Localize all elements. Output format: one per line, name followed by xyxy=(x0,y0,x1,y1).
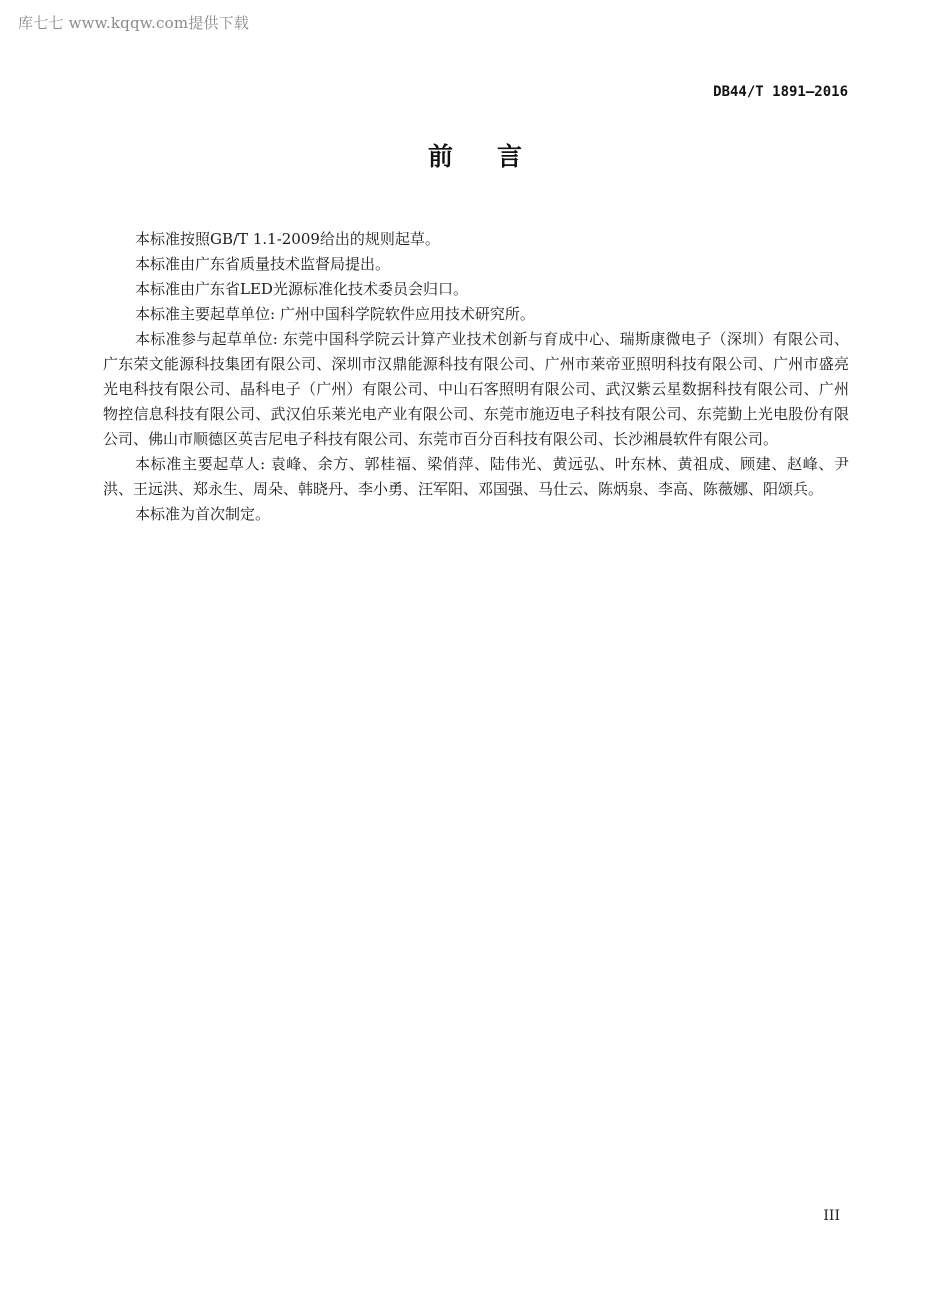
foreword-body xyxy=(103,227,849,527)
paragraph-proposer: 本标准由广东省质量技术监督局提出。 xyxy=(135,255,391,273)
paragraph-first-edition: 本标准为首次制定。 xyxy=(135,505,271,523)
document-code: DB44/T 1891—2016 xyxy=(713,84,848,100)
paragraph-participating-units: 本标准参与起草单位: 东莞中国科学院云计算产业技术创新与育成中心、瑞斯康微电子（深圳）有限公司、广东荣文能源科技集团有限公司、深圳市汉鼎能源科技有限公司、广州市莱帝亚照明科技有限公司、广州市盛亮光电科技有限公司、晶科电子（广州）有限公司、中山石客照明有限公司、武汉紫云星数据科技有限公司、广州物控信息科技有限公司、武汉伯乐莱光电产业有限公司、东莞市施迈电子科技有限公司、东莞勤上光电股份有限公司、佛山市顺德区英吉尼电子科技有限公司、东莞市百分百科技有限公司、长沙湘晨软件有限公司。 xyxy=(103,330,849,448)
page-title: 前言 xyxy=(427,142,566,171)
page-number: III xyxy=(823,1208,840,1224)
paragraph-centralized-unit: 本标准由广东省LED光源标准化技术委员会归口。 xyxy=(135,280,468,298)
paragraph-main-drafters: 本标准主要起草人: 袁峰、余方、郭桂福、梁俏萍、陆伟光、黄远弘、叶东林、黄祖成、顾建、赵峰、尹洪、王远洪、郑永生、周朵、韩晓丹、李小勇、汪军阳、邓国强、马仕云、陈炳泉、李高、陈薇娜、阳颂兵。 xyxy=(103,455,849,498)
paragraph-drafting-rules: 本标准按照GB/T 1.1-2009给出的规则起草。 xyxy=(135,230,440,248)
paragraph-main-drafting-unit: 本标准主要起草单位: 广州中国科学院软件应用技术研究所。 xyxy=(135,305,535,323)
watermark-text: 库七七 www.kqqw.com提供下载 xyxy=(18,14,250,32)
